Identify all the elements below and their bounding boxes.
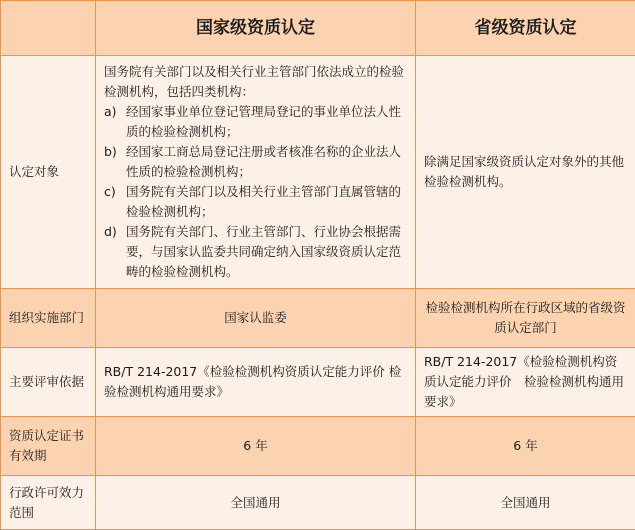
row-certificate-validity bbox=[1, 417, 635, 476]
provincial-certification-object: 除满足国家级资质认定对象外的其他检验检测机构。 bbox=[416, 56, 635, 289]
national-object-intro: 国务院有关部门以及相关行业主管部门依法成立的检验检测机构，包括四类机构： bbox=[104, 64, 405, 99]
national-organizer: 国家认监委 bbox=[96, 289, 416, 348]
national-certification-object bbox=[96, 56, 416, 289]
header-provincial: 省级资质认定 bbox=[416, 1, 635, 56]
provincial-license-scope: 全国通用 bbox=[416, 476, 635, 530]
provincial-organizer: 检验检测机构所在行政区域的省级资质认定部门 bbox=[416, 289, 635, 348]
national-license-scope: 全国通用 bbox=[96, 476, 416, 530]
list-marker: d) bbox=[104, 224, 117, 239]
list-item bbox=[104, 182, 407, 222]
national-certificate-validity: 6 年 bbox=[96, 417, 416, 476]
header-corner-cell bbox=[1, 1, 96, 56]
list-item bbox=[104, 142, 407, 182]
list-text: 经国家工商总局登记注册或者核准名称的企业法人性质的检验检测机构； bbox=[126, 144, 402, 179]
list-text: 国务院有关部门、行业主管部门、行业协会根据需要，与国家认监委共同确定纳入国家级资质认定范畴的检验检测机构。 bbox=[126, 224, 402, 279]
header-national: 国家级资质认定 bbox=[96, 1, 416, 56]
list-marker: a) bbox=[104, 104, 117, 119]
list-text: 经国家事业单位登记管理局登记的事业单位法人性质的检验检测机构； bbox=[126, 104, 402, 139]
list-text: 国务院有关部门以及相关行业主管部门直属管辖的检验检测机构； bbox=[126, 184, 402, 219]
row-certification-object bbox=[1, 56, 635, 289]
label-license-scope: 行政许可效力范围 bbox=[1, 476, 96, 530]
label-organizer: 组织实施部门 bbox=[1, 289, 96, 348]
list-item bbox=[104, 222, 407, 282]
row-review-basis bbox=[1, 348, 635, 417]
national-review-basis: RB/T 214-2017《检验检测机构资质认定能力评价 检验检测机构通用要求》 bbox=[96, 348, 416, 417]
row-license-scope bbox=[1, 476, 635, 530]
list-marker: c) bbox=[104, 184, 116, 199]
header-row bbox=[1, 1, 635, 56]
provincial-certificate-validity: 6 年 bbox=[416, 417, 635, 476]
list-item bbox=[104, 102, 407, 142]
national-object-list bbox=[104, 102, 407, 282]
provincial-review-basis: RB/T 214-2017《检验检测机构资质认定能力评价 检验检测机构通用要求》 bbox=[416, 348, 635, 417]
label-certificate-validity: 资质认定证书有效期 bbox=[1, 417, 96, 476]
row-organizer bbox=[1, 289, 635, 348]
label-certification-object: 认定对象 bbox=[1, 56, 96, 289]
list-marker: b) bbox=[104, 144, 117, 159]
label-review-basis: 主要评审依据 bbox=[1, 348, 96, 417]
